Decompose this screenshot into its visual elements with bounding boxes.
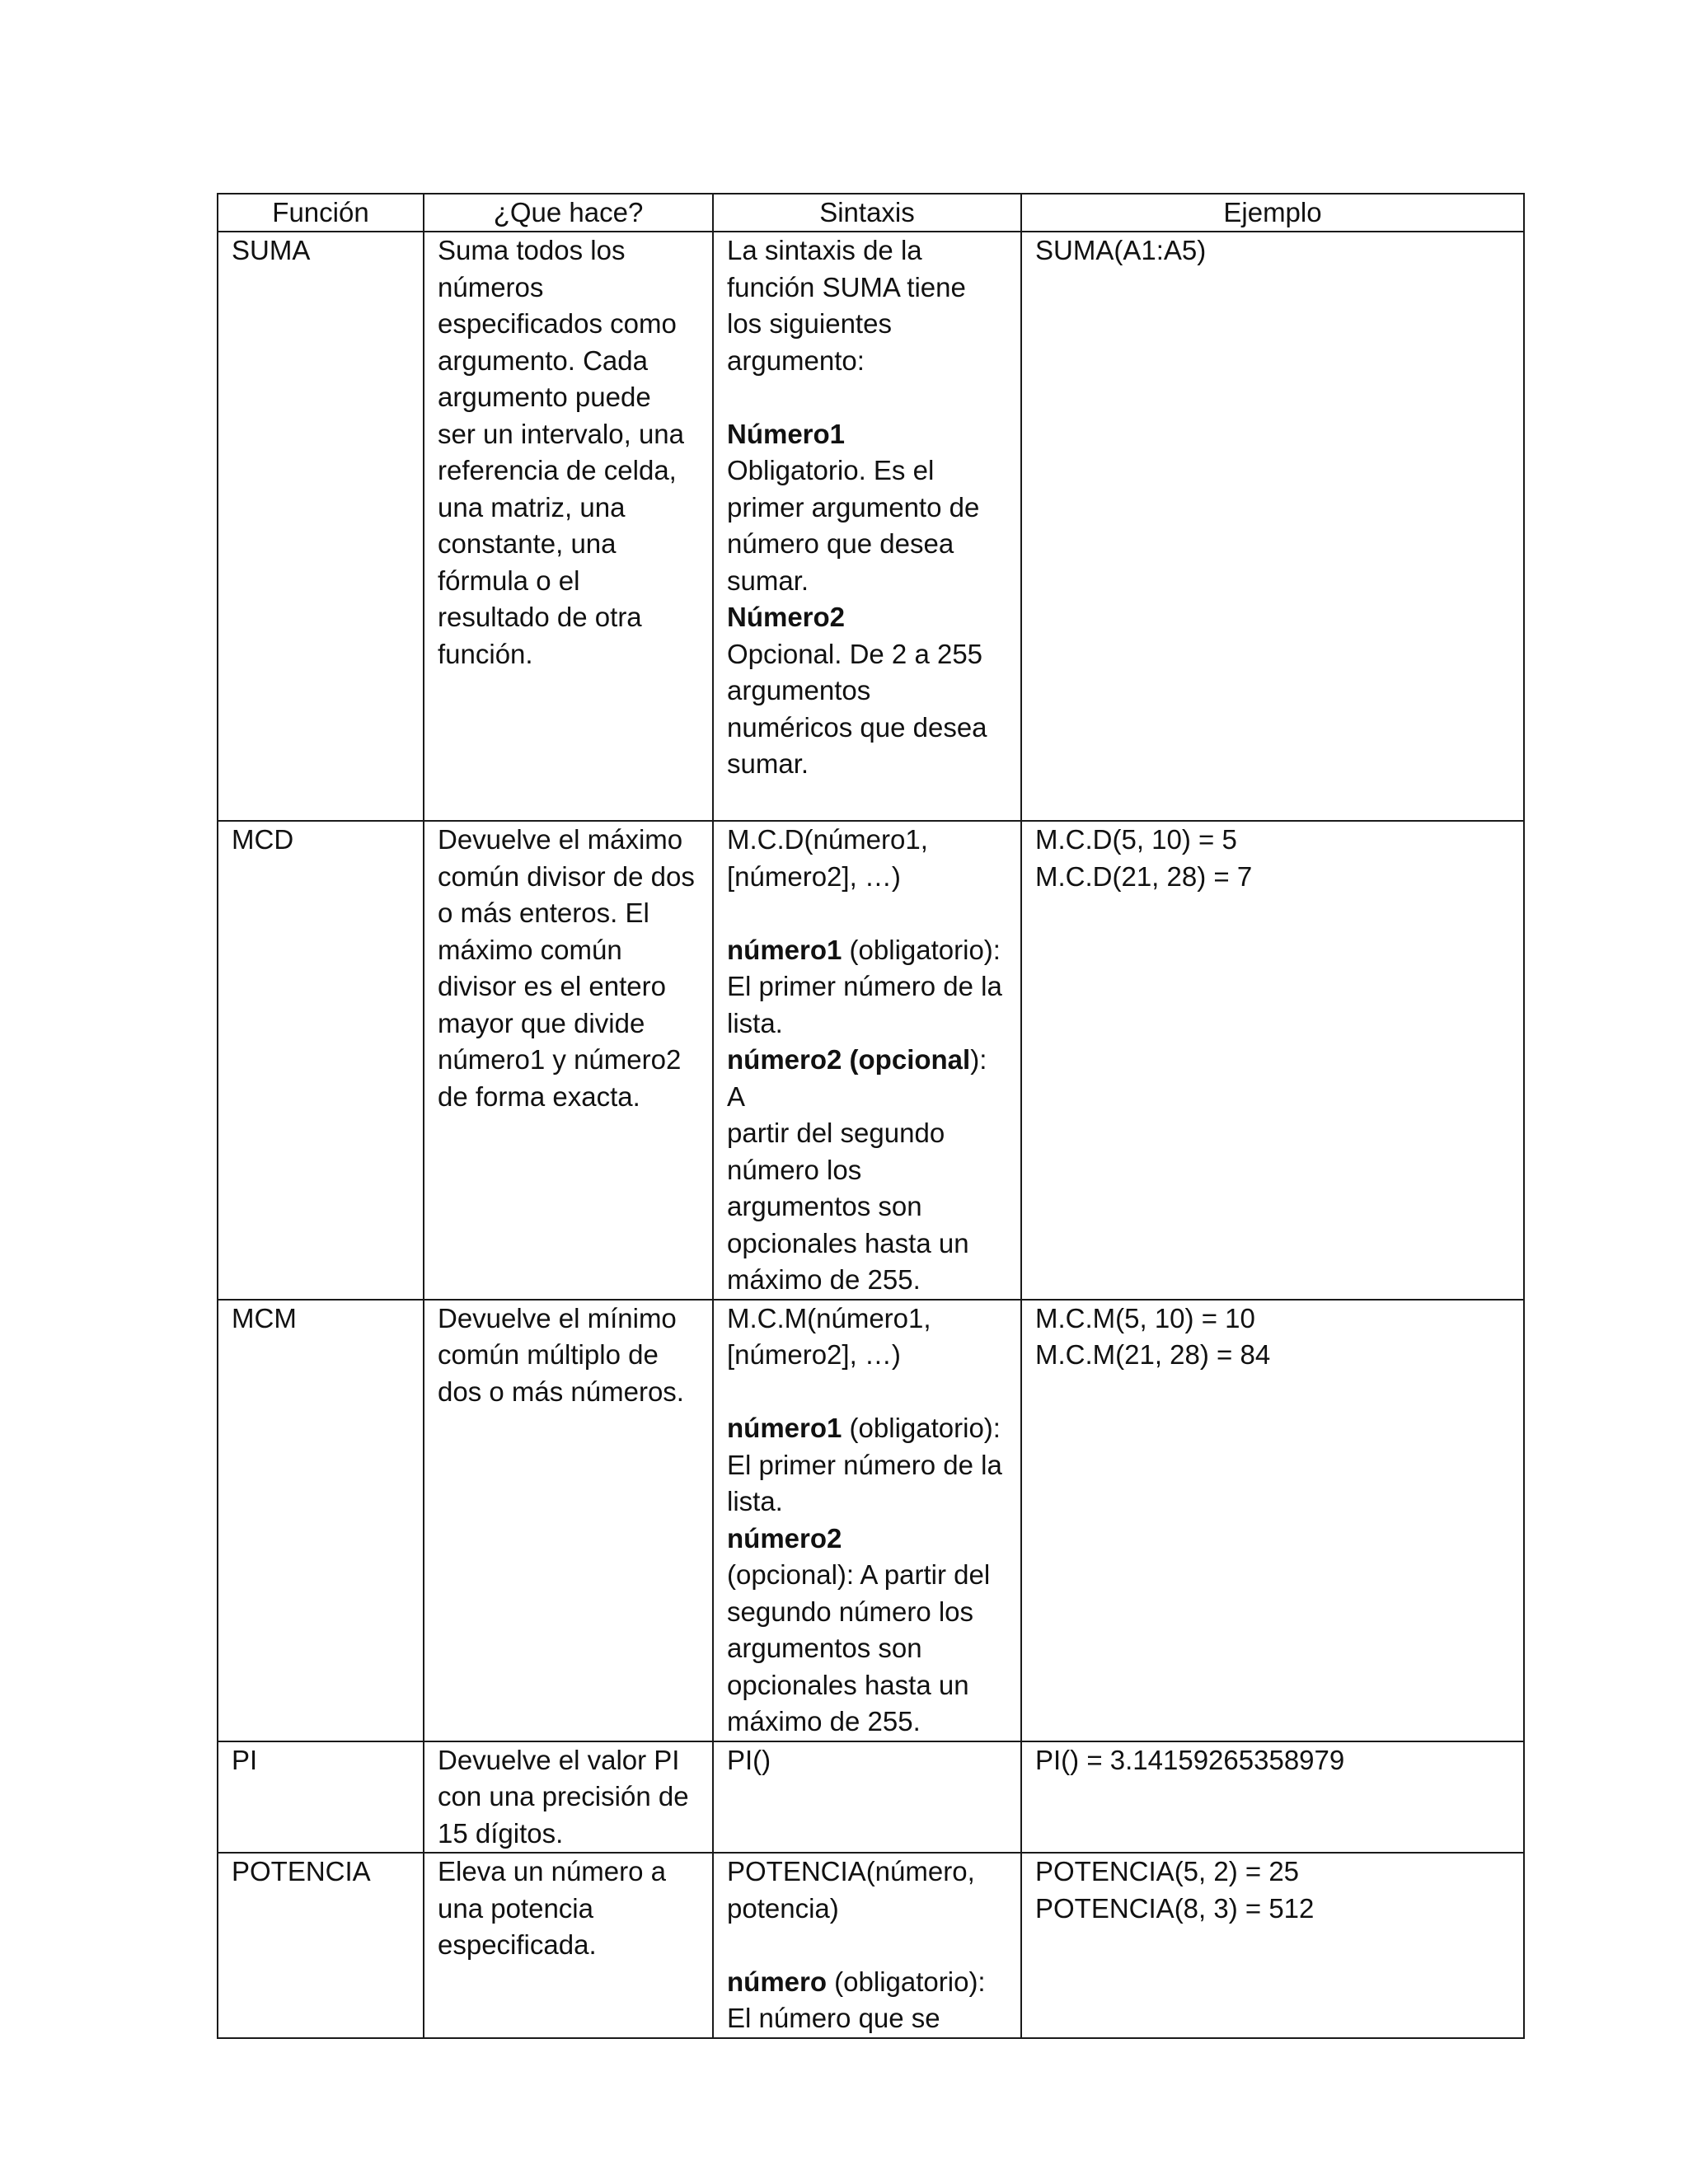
table-row <box>218 1741 1524 1854</box>
syntax-arg1-desc: (obligatorio): El número que se <box>727 1966 986 2033</box>
function-description: Devuelve el máximo común divisor de dos o más enteros. El máximo común divisor es el entero mayor que divide número1 y número2 de forma exacta. <box>438 824 695 1112</box>
syntax-arg1-desc: (obligatorio): El primer número de la lista. <box>727 1413 1002 1516</box>
syntax-cell <box>713 1300 1021 1741</box>
spacer <box>727 1927 1007 1964</box>
function-name-cell <box>218 232 424 821</box>
table-row <box>218 821 1524 1300</box>
syntax-arg1-desc: (obligatorio): El primer número de la lista. <box>727 934 1002 1038</box>
syntax-arg1-name: número1 <box>727 1413 842 1443</box>
header-ejemplo: Ejemplo <box>1021 194 1524 232</box>
syntax-arg2-name: número2 (opcional <box>727 1044 971 1075</box>
example-cell <box>1021 232 1524 821</box>
function-description: Devuelve el mínimo común múltiplo de dos o más números. <box>438 1302 684 1407</box>
syntax-arg1-name: Número1 <box>727 418 846 449</box>
function-description: Devuelve el valor PI con una precisión de 15 dígitos. <box>438 1744 689 1849</box>
function-name: PI <box>232 1744 258 1775</box>
description-cell <box>424 1741 713 1854</box>
syntax-arg1-desc: Obligatorio. Es el primer argumento de número que desea sumar. <box>727 455 980 596</box>
example-cell <box>1021 821 1524 1300</box>
syntax-cell <box>713 1741 1021 1854</box>
table-row <box>218 1300 1524 1741</box>
spacer <box>727 1374 1007 1411</box>
syntax-cell <box>713 232 1021 821</box>
function-name-cell <box>218 1300 424 1741</box>
example-text: PI() = 3.14159265358979 <box>1035 1744 1345 1775</box>
table-row <box>218 1853 1524 2038</box>
syntax-arg1-name: número1 <box>727 934 842 965</box>
function-description: Suma todos los números especificados como argumento. Cada argumento puede ser un intervalo, una referencia de celda, una matriz, una constante, una fórmula o el resultado de otra función. <box>438 235 685 669</box>
syntax-cell <box>713 821 1021 1300</box>
description-cell <box>424 1300 713 1741</box>
description-cell <box>424 1853 713 2038</box>
syntax-intro: La sintaxis de la función SUMA tiene los siguientes argumento: <box>727 235 966 376</box>
syntax-arg2-name: Número2 <box>727 602 846 632</box>
table-header-row <box>218 194 1524 232</box>
header-funcion: Función <box>218 194 424 232</box>
functions-table <box>217 193 1525 2039</box>
description-cell <box>424 821 713 1300</box>
function-name-cell <box>218 821 424 1300</box>
example-cell <box>1021 1741 1524 1854</box>
example-text: POTENCIA(5, 2) = 25 POTENCIA(8, 3) = 512 <box>1035 1856 1315 1924</box>
function-name: MCM <box>232 1302 297 1333</box>
function-name-cell <box>218 1853 424 2038</box>
syntax-arg2-name: número2 <box>727 1522 842 1554</box>
function-description: Eleva un número a una potencia especificada. <box>438 1856 667 1960</box>
syntax-arg2-desc: (opcional): A partir del segundo número los argumentos son opcionales hasta un máximo de 255. <box>727 1559 991 1736</box>
syntax-arg2-desc: Opcional. De 2 a 255 argumentos numéricos que desea sumar. <box>727 638 987 779</box>
header-que-hace: ¿Que hace? <box>424 194 713 232</box>
function-name-cell <box>218 1741 424 1854</box>
example-cell <box>1021 1300 1524 1741</box>
syntax-cell <box>713 1853 1021 2038</box>
spacer <box>727 379 1007 416</box>
function-name: SUMA <box>232 235 311 265</box>
example-text: M.C.M(5, 10) = 10 M.C.M(21, 28) = 84 <box>1035 1302 1271 1370</box>
table-row <box>218 232 1524 821</box>
syntax-intro: M.C.D(número1, [número2], …) <box>727 824 928 892</box>
syntax-intro: M.C.M(número1, [número2], …) <box>727 1302 931 1370</box>
header-sintaxis: Sintaxis <box>713 194 1021 232</box>
function-name: MCD <box>232 824 294 855</box>
syntax-text: PI() <box>727 1744 771 1775</box>
syntax-arg1-name: número <box>727 1966 828 1997</box>
syntax-intro: POTENCIA(número, potencia) <box>727 1856 975 1924</box>
function-name: POTENCIA <box>232 1856 371 1886</box>
example-text: M.C.D(5, 10) = 5 M.C.D(21, 28) = 7 <box>1035 824 1253 892</box>
syntax-arg2-desc: ): A partir del segundo número los argumentos son opcionales hasta un máximo de 255. <box>727 1044 987 1295</box>
example-text: SUMA(A1:A5) <box>1035 235 1207 265</box>
example-cell <box>1021 1853 1524 2038</box>
description-cell <box>424 232 713 821</box>
spacer <box>727 895 1007 932</box>
